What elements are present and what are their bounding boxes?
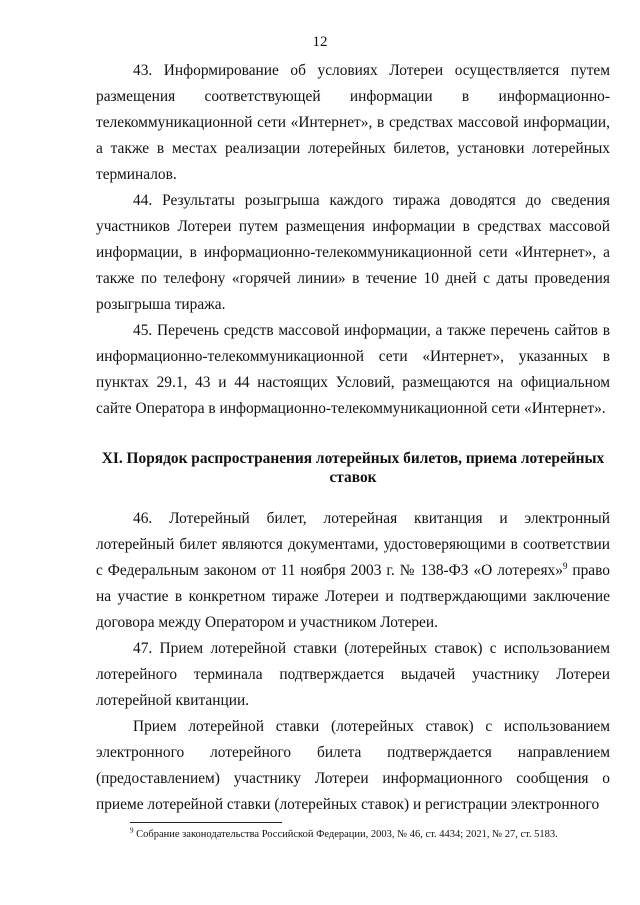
section-heading: XI. Порядок распространения лотерейных билетов, приема лотерейных ставок	[101, 450, 605, 486]
paragraph-46	[96, 506, 610, 636]
paragraph-47-continued: Прием лотерейной ставки (лотерейных ставок) с использованием электронного лотерейного билета подтверждается направлением (предоставлением) участнику Лотереи информационного сообщения о приеме лотерейной ставки (лотерейных ставок) и регистрации электронного	[96, 718, 610, 813]
paragraph-43: 43. Информирование об условиях Лотереи осуществляется путем размещения соответствующей информации в информационно-телекоммуникационной сети «Интернет», в средствах массовой информации, а также в местах реализации лотерейных билетов, установки лотерейных терминалов.	[96, 62, 610, 183]
footnote-text: Собрание законодательства Российской Федерации, 2003, № 46, ст. 4434; 2021, № 27, ст. 5183.	[133, 829, 558, 840]
section-a-body	[96, 58, 610, 422]
paragraph-44: 44. Результаты розыгрыша каждого тиража доводятся до сведения участников Лотереи путем размещения информации в средствах массовой информации, в информационно-телекоммуникационной сети «Интернет», а также по телефону «горячей линии» в течение 10 дней с даты проведения розыгрыша тиража.	[96, 192, 610, 313]
paragraph-46-text-cont: право на участие в конкретном тираже Лотереи и подтверждающими заключение договора между Оператором и участником Лотереи.	[96, 562, 610, 631]
footnote-mark: 9	[130, 826, 134, 835]
paragraph-47: 47. Прием лотерейной ставки (лотерейных ставок) с использованием лотерейного терминала подтверждается выдачей участнику Лотереи лотерейной квитанции.	[96, 640, 610, 709]
page-number: 12	[312, 34, 328, 50]
paragraph-46-text: 46. Лотерейный билет, лотерейная квитанция и электронный лотерейный билет являются документами, удостоверяющими в соответствии с Федеральным законом от 11 ноября 2003 г. № 138-ФЗ «О лотереях»	[96, 510, 610, 579]
footnote	[130, 828, 610, 842]
footnote-divider	[130, 822, 282, 823]
footnote-reference: 9	[562, 560, 568, 571]
paragraph-45: 45. Перечень средств массовой информации, а также перечень сайтов в информационно-телекоммуникационной сети «Интернет», указанных в пунктах 29.1, 43 и 44 настоящих Условий, размещаются на официальном сайте Оператора в информационно-телекоммуникационной сети «Интернет».	[96, 322, 610, 417]
section-b-body	[96, 506, 610, 818]
